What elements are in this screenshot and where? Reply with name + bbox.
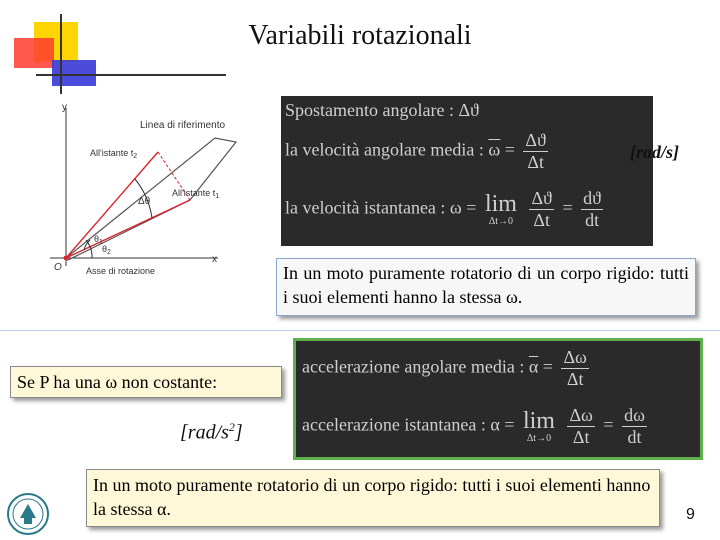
velocity-note: In un moto puramente rotatorio di un corpo rigido: tutti i suoi elementi hanno la stessa ω.	[276, 258, 696, 316]
origin-label: O	[54, 262, 62, 273]
acceleration-note: In un moto puramente rotatorio di un corpo rigido: tutti i suoi elementi hanno la stessa α.	[86, 469, 660, 527]
divider-line	[0, 330, 720, 331]
angular-velocity-equations	[281, 96, 653, 246]
y-axis-label: y	[62, 102, 67, 113]
reference-line-label: Linea di riferimento	[140, 120, 226, 131]
theta1-label: $\theta_1$	[94, 234, 103, 246]
mean-angular-acceleration-row: accelerazione angolare media : $\overline{\alpha}$ = $\frac{\Delta\omega}{\Delta t}$	[302, 347, 587, 389]
mean-angular-velocity-row: la velocità angolare media : $\overline{\omega}$ = $\frac{\Delta ϑ}{\Delta t}$	[285, 130, 546, 172]
page-number: 9	[686, 506, 695, 523]
delta-theta-label: Δθ	[138, 196, 151, 207]
limit-operator: lim Δt→0	[484, 191, 517, 227]
derivative-fraction: $\frac{dϑ}{dt}$	[583, 188, 602, 230]
x-axis-label: x	[212, 254, 217, 265]
mean-velocity-fraction: $\frac{\Delta ϑ}{\Delta t}$	[525, 130, 546, 172]
angular-displacement-row: Spostamento angolare : Δϑ	[285, 100, 479, 120]
university-logo	[6, 492, 50, 536]
instant-angular-velocity-row: la velocità istantanea : ω = lim Δt→0 $\frac{\Delta ϑ}{\Delta t}$ = $\frac{dϑ}{dt}$	[285, 188, 602, 230]
velocity-unit: [rad/s]	[630, 142, 679, 162]
t2-label: All'istante $t_2$	[90, 148, 138, 160]
t1-label: All'istante $t_1$	[172, 188, 220, 200]
theta2-label: $\theta_2$	[102, 244, 111, 256]
decor-blue-square	[52, 60, 96, 86]
decor-horizontal-line	[36, 74, 226, 76]
rotation-axis-point	[64, 256, 69, 261]
angular-acceleration-equations	[293, 338, 703, 460]
rotation-diagram	[40, 100, 280, 280]
non-constant-omega-note: Se P ha una ω non costante:	[10, 366, 282, 398]
slide-title: Variabili rotazionali	[248, 20, 472, 51]
acceleration-unit: $[rad/s^2]$	[180, 420, 243, 444]
instant-angular-acceleration-row: accelerazione istantanea : α = lim Δt→0 $\frac{\Delta\omega}{\Delta t}$ = $\frac{d\omega}{dt}$	[302, 405, 645, 447]
rotation-axis-label: Asse di rotazione	[86, 266, 156, 276]
